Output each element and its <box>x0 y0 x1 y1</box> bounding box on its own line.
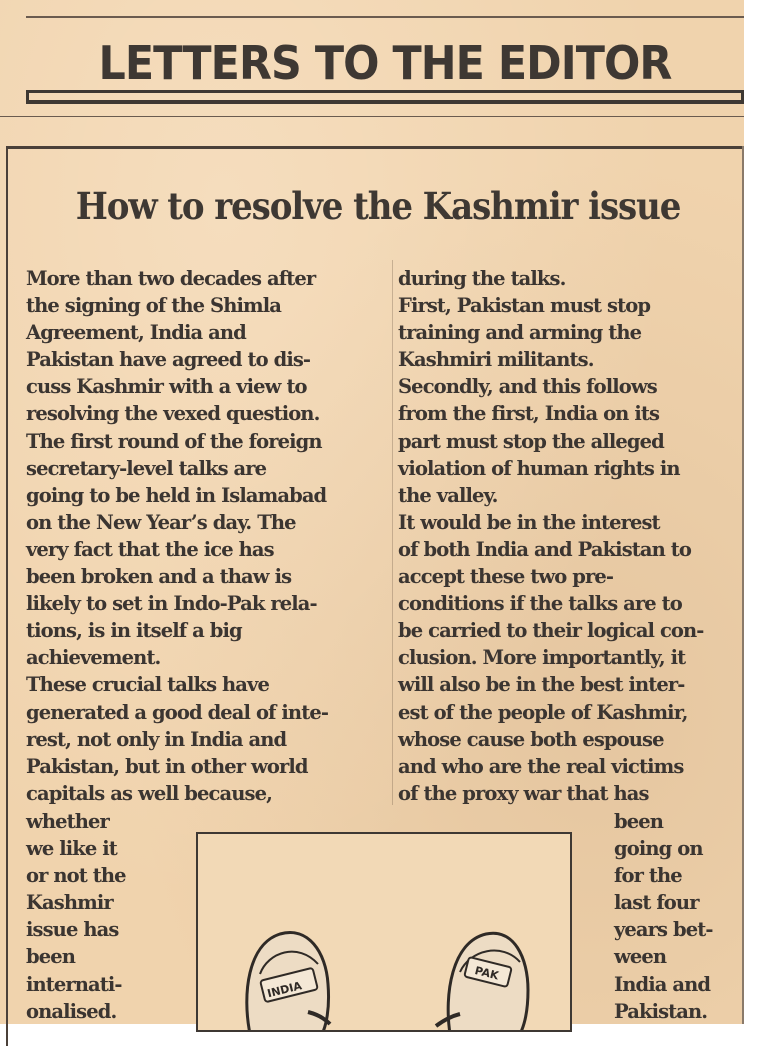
text-line: Pakistan have agreed to dis- <box>26 348 311 372</box>
text-line: It would be in the interest <box>398 510 660 534</box>
text-line: years bet- <box>614 918 713 942</box>
text-line: training and arming the <box>398 321 642 345</box>
section-divider <box>0 116 744 117</box>
column-gutter <box>392 260 393 805</box>
text-line: accept these two pre- <box>398 565 614 589</box>
text-line: violation of human rights in <box>398 456 680 480</box>
text-line: generated a good deal of inte- <box>26 700 329 724</box>
text-line: tions, is in itself a big <box>26 619 242 643</box>
right-narrow-column <box>614 808 740 1025</box>
text-line: for the <box>614 864 682 888</box>
text-line: clusion. More importantly, it <box>398 646 686 670</box>
pak-label: PAK <box>473 964 500 983</box>
text-line: internati- <box>26 972 122 996</box>
text-line: Kashmiri militants. <box>398 348 594 372</box>
text-line: will also be in the best inter- <box>398 673 685 697</box>
right-column <box>398 265 738 807</box>
masthead-bar <box>26 90 744 104</box>
text-line: First, Pakistan must stop <box>398 294 651 318</box>
text-line: of both India and Pakistan to <box>398 537 691 561</box>
article-frame-right-edge <box>742 146 744 1024</box>
text-line: very fact that the ice has <box>26 537 274 561</box>
cartoon-drawing <box>198 834 572 1032</box>
text-line: issue has <box>26 918 119 942</box>
text-line: capitals as well because, <box>26 781 272 805</box>
masthead-title: LETTERS TO THE EDITOR <box>98 36 672 90</box>
text-line: These crucial talks have <box>26 673 269 697</box>
text-line: Kashmir <box>26 891 113 915</box>
text-line: whether <box>26 810 109 833</box>
text-line: ween <box>614 945 667 969</box>
text-line: we like it <box>26 837 117 861</box>
text-line: achievement. <box>26 646 161 670</box>
text-line: from the first, India on its <box>398 402 660 426</box>
text-line: est of the people of Kashmir, <box>398 700 688 724</box>
text-line: India and <box>614 972 711 996</box>
left-column <box>26 265 376 807</box>
text-line: secretary-level talks are <box>26 456 267 480</box>
text-line: going on <box>614 837 703 861</box>
text-line: and who are the real victims <box>398 754 684 778</box>
text-line: last four <box>614 891 699 915</box>
pak-shoe-icon <box>436 933 528 1032</box>
text-line: part must stop the alleged <box>398 429 664 453</box>
masthead-top-rule <box>26 16 744 18</box>
left-narrow-column <box>26 808 156 1025</box>
text-line: going to be held in Islamabad <box>26 483 327 507</box>
text-line: resolving the vexed question. <box>26 402 320 426</box>
text-line: cuss Kashmir with a view to <box>26 375 307 399</box>
text-line: the valley. <box>398 483 498 507</box>
text-line: The first round of the foreign <box>26 429 322 453</box>
text-line: More than two decades after <box>26 267 316 290</box>
text-line: likely to set in Indo-Pak rela- <box>26 592 317 616</box>
text-line: been broken and a thaw is <box>26 565 292 589</box>
text-line: the signing of the Shimla <box>26 294 281 318</box>
text-line: or not the <box>26 864 126 888</box>
text-line: rest, not only in India and <box>26 727 287 751</box>
text-line: conditions if the talks are to <box>398 592 682 616</box>
india-label: INDIA <box>265 979 304 1001</box>
article-headline: How to resolve the Kashmir issue <box>75 184 681 228</box>
text-line: Pakistan. <box>614 999 708 1023</box>
text-line: onalised. <box>26 999 117 1023</box>
text-line: been <box>26 945 76 969</box>
text-line: whose cause both espouse <box>398 727 664 751</box>
cartoon-illustration <box>196 832 572 1032</box>
text-line: be carried to their logical con- <box>398 619 704 643</box>
text-line: Pakistan, but in other world <box>26 754 308 778</box>
text-line: of the proxy war that has <box>398 781 649 805</box>
text-line: been <box>614 810 664 833</box>
text-line: Secondly, and this follows <box>398 375 657 399</box>
text-line: during the talks. <box>398 267 566 290</box>
text-line: Agreement, India and <box>26 321 246 345</box>
masthead <box>26 8 744 108</box>
text-line: on the New Year’s day. The <box>26 510 296 534</box>
